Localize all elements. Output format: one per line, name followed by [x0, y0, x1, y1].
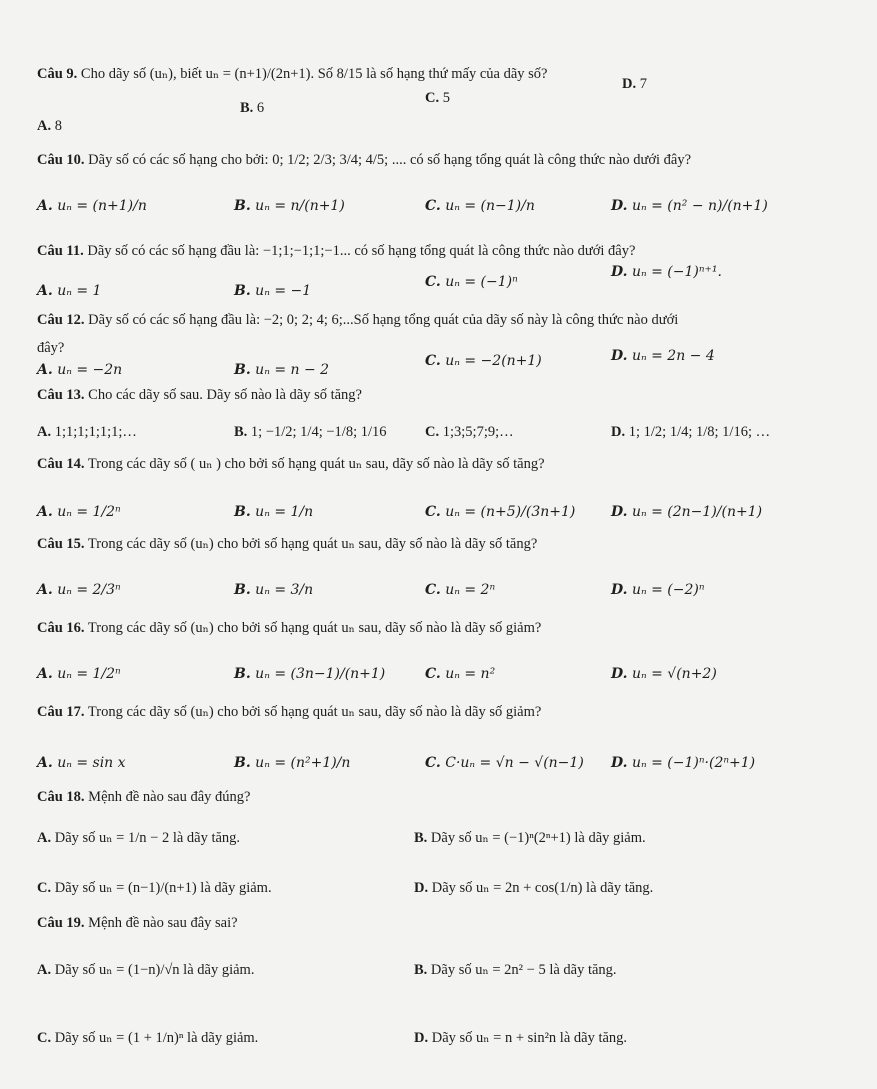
option-text: uₙ = n² — [445, 666, 496, 682]
question-label: Câu 13. — [37, 387, 85, 403]
option-text: uₙ = 1/2ⁿ — [57, 666, 121, 682]
option-9-b — [240, 100, 264, 117]
option-11-b — [234, 283, 311, 299]
option-18-b — [414, 830, 646, 847]
option-text: 1; 1/2; 1/4; 1/8; 1/16; … — [628, 424, 771, 440]
option-text: 1; −1/2; 1/4; −1/8; 1/16 — [250, 424, 387, 440]
question-15 — [37, 536, 537, 553]
option-label: A. — [37, 666, 53, 682]
option-label: C. — [425, 666, 441, 682]
option-text: uₙ = (3n−1)/(n+1) — [255, 666, 386, 682]
option-text: Dãy số uₙ = (1 + 1/n)ⁿ là dãy giảm. — [54, 1030, 259, 1046]
option-label: C. — [425, 90, 440, 106]
option-19-a — [37, 962, 254, 979]
option-text: uₙ = 1 — [57, 283, 102, 299]
option-text: uₙ = sin x — [57, 755, 126, 771]
option-label: A. — [37, 962, 52, 978]
option-label: A. — [37, 830, 52, 846]
option-label: B. — [234, 283, 251, 299]
option-text: uₙ = (−2)ⁿ — [631, 582, 705, 598]
option-text: Dãy số uₙ = (n−1)/(n+1) là dãy giảm. — [54, 880, 272, 896]
option-16-d — [611, 666, 717, 682]
option-text: uₙ = (n² − n)/(n+1) — [631, 198, 768, 214]
option-label: B. — [414, 830, 428, 846]
question-text: Mệnh đề nào sau đây sai? — [88, 915, 238, 931]
option-text: uₙ = (2n−1)/(n+1) — [631, 504, 763, 520]
option-9-d — [622, 76, 647, 93]
question-label: Câu 18. — [37, 789, 85, 805]
question-text: Dãy số có các số hạng cho bởi: 0; 1/2; 2/3; 3/4; 4/5; .... có số hạng tổng quát là công thức nào dưới đây? — [88, 152, 692, 168]
option-11-d — [611, 264, 722, 280]
option-13-b — [234, 424, 387, 441]
question-text: Mệnh đề nào sau đây đúng? — [88, 789, 251, 805]
option-text: uₙ = 1/n — [255, 504, 314, 520]
question-16 — [37, 620, 541, 637]
option-text: 5 — [442, 90, 450, 106]
option-label: A. — [37, 362, 53, 378]
option-label: B. — [234, 362, 251, 378]
option-17-a — [37, 755, 126, 771]
option-label: B. — [234, 424, 248, 440]
option-label: C. — [425, 504, 441, 520]
option-18-d — [414, 880, 653, 897]
option-text: uₙ = 2/3ⁿ — [57, 582, 121, 598]
option-17-d — [611, 755, 755, 771]
question-18 — [37, 789, 250, 806]
option-text: uₙ = (n+5)/(3n+1) — [445, 504, 576, 520]
option-19-c — [37, 1030, 258, 1047]
option-text: Dãy số uₙ = 2n + cos(1/n) là dãy tăng. — [431, 880, 654, 896]
option-label: C. — [37, 1030, 52, 1046]
option-17-b — [234, 755, 350, 771]
option-label: D. — [414, 1030, 429, 1046]
question-label: Câu 15. — [37, 536, 85, 552]
option-label: B. — [234, 582, 251, 598]
option-label: B. — [234, 504, 251, 520]
question-text: Cho các dãy số sau. Dãy số nào là dãy số tăng? — [88, 387, 362, 403]
option-label: D. — [611, 424, 626, 440]
option-18-c — [37, 880, 272, 897]
option-text: Dãy số uₙ = 2n² − 5 là dãy tăng. — [430, 962, 617, 978]
question-text: Trong các dãy số (uₙ) cho bởi số hạng quát uₙ sau, dãy số nào là dãy số giảm? — [87, 620, 542, 636]
option-label: A. — [37, 118, 52, 134]
question-text-cont: đây? — [37, 340, 65, 356]
option-text: uₙ = (−1)ⁿ·(2ⁿ+1) — [631, 755, 756, 771]
option-16-a — [37, 666, 121, 682]
option-label: A. — [37, 283, 53, 299]
option-12-b — [234, 362, 329, 378]
question-label: Câu 14. — [37, 456, 85, 472]
option-11-a — [37, 283, 101, 299]
option-label: A. — [37, 424, 52, 440]
option-16-b — [234, 666, 385, 682]
question-label: Câu 17. — [37, 704, 85, 720]
option-13-a — [37, 424, 137, 441]
option-14-d — [611, 504, 762, 520]
option-11-c — [425, 274, 518, 290]
option-19-b — [414, 962, 617, 979]
question-label: Câu 19. — [37, 915, 85, 931]
option-text: uₙ = n/(n+1) — [255, 198, 345, 214]
question-text: Trong các dãy số (uₙ) cho bởi số hạng quát uₙ sau, dãy số nào là dãy số giảm? — [87, 704, 542, 720]
option-label: D. — [611, 264, 628, 280]
question-label: Câu 12. — [37, 312, 85, 328]
option-label: B. — [414, 962, 428, 978]
option-label: D. — [611, 666, 628, 682]
question-19 — [37, 915, 238, 932]
question-label: Câu 9. — [37, 66, 78, 82]
option-label: B. — [234, 755, 251, 771]
option-text: uₙ = −2(n+1) — [445, 353, 542, 369]
option-12-d — [611, 348, 715, 364]
option-9-a — [37, 118, 62, 135]
question-11 — [37, 243, 635, 260]
option-label: D. — [611, 582, 628, 598]
question-label: Câu 10. — [37, 152, 85, 168]
option-text: uₙ = n − 2 — [255, 362, 330, 378]
option-text: 1;1;1;1;1;1;… — [54, 424, 137, 440]
option-16-c — [425, 666, 495, 682]
option-text: C·uₙ = √n − √(n−1) — [445, 755, 584, 771]
option-text: Dãy số uₙ = (−1)ⁿ(2ⁿ+1) là dãy giảm. — [430, 830, 646, 846]
option-label: B. — [240, 100, 254, 116]
option-9-c — [425, 90, 450, 107]
option-text: Dãy số uₙ = 1/n − 2 là dãy tăng. — [54, 830, 241, 846]
option-15-c — [425, 582, 495, 598]
option-text: uₙ = (n+1)/n — [57, 198, 147, 214]
option-14-c — [425, 504, 575, 520]
question-label: Câu 11. — [37, 243, 84, 259]
question-14 — [37, 456, 545, 473]
option-label: C. — [425, 582, 441, 598]
option-text: Dãy số uₙ = (1−n)/√n là dãy giảm. — [54, 962, 255, 978]
question-9 — [37, 66, 548, 83]
option-text: 8 — [54, 118, 62, 134]
option-14-b — [234, 504, 313, 520]
question-text: Dãy số có các số hạng đầu là: −2; 0; 2; 4; 6;...Số hạng tổng quát của dãy số này là công thức nào dưới — [88, 312, 679, 328]
option-text: uₙ = 2ⁿ — [445, 582, 496, 598]
question-text: Cho dãy số (uₙ), biết uₙ = (n+1)/(2n+1). Số 8/15 là số hạng thứ mấy của dãy số? — [80, 66, 548, 82]
option-label: D. — [611, 198, 628, 214]
question-13 — [37, 387, 362, 404]
option-label: A. — [37, 755, 53, 771]
option-label: D. — [414, 880, 429, 896]
option-label: C. — [425, 198, 441, 214]
option-15-d — [611, 582, 705, 598]
option-12-a — [37, 362, 122, 378]
question-12-cont — [37, 340, 64, 357]
option-13-d — [611, 424, 770, 441]
option-label: B. — [234, 666, 251, 682]
option-text: uₙ = (−1)ⁿ — [445, 274, 518, 290]
option-label: A. — [37, 504, 53, 520]
option-14-a — [37, 504, 121, 520]
option-label: C. — [425, 274, 441, 290]
option-label: C. — [37, 880, 52, 896]
option-17-c — [425, 755, 584, 771]
option-19-d — [414, 1030, 627, 1047]
option-label: C. — [425, 424, 440, 440]
question-text: Trong các dãy số (uₙ) cho bởi số hạng quát uₙ sau, dãy số nào là dãy số tăng? — [87, 536, 538, 552]
option-label: B. — [234, 198, 251, 214]
question-17 — [37, 704, 541, 721]
option-18-a — [37, 830, 240, 847]
question-text: Trong các dãy số ( uₙ ) cho bởi số hạng quát uₙ sau, dãy số nào là dãy số tăng? — [87, 456, 545, 472]
question-label: Câu 16. — [37, 620, 85, 636]
option-15-a — [37, 582, 121, 598]
question-10 — [37, 152, 691, 169]
option-10-b — [234, 198, 345, 214]
option-text: uₙ = (−1)ⁿ⁺¹. — [631, 264, 722, 280]
option-10-d — [611, 198, 768, 214]
option-text: 7 — [639, 76, 647, 92]
option-label: A. — [37, 582, 53, 598]
option-label: C. — [425, 353, 441, 369]
option-10-c — [425, 198, 535, 214]
option-label: D. — [622, 76, 637, 92]
option-text: 1;3;5;7;9;… — [442, 424, 514, 440]
option-label: D. — [611, 755, 628, 771]
option-text: uₙ = −1 — [255, 283, 312, 299]
option-text: 6 — [256, 100, 265, 116]
option-text: uₙ = 3/n — [255, 582, 314, 598]
option-label: A. — [37, 198, 53, 214]
question-text: Dãy số có các số hạng đầu là: −1;1;−1;1;−1... có số hạng tổng quát là công thức nào dưới đây? — [87, 243, 636, 259]
option-label: D. — [611, 348, 628, 364]
option-text: uₙ = (n²+1)/n — [255, 755, 351, 771]
option-text: uₙ = 2n − 4 — [631, 348, 715, 364]
option-text: uₙ = −2n — [57, 362, 123, 378]
option-text: Dãy số uₙ = n + sin²n là dãy tăng. — [431, 1030, 628, 1046]
option-12-c — [425, 353, 542, 369]
option-text: uₙ = (n−1)/n — [445, 198, 535, 214]
option-label: C. — [425, 755, 441, 771]
option-15-b — [234, 582, 313, 598]
option-label: D. — [611, 504, 628, 520]
option-text: uₙ = √(n+2) — [631, 666, 717, 682]
question-12 — [37, 312, 678, 329]
option-10-a — [37, 198, 147, 214]
option-text: uₙ = 1/2ⁿ — [57, 504, 121, 520]
option-13-c — [425, 424, 514, 441]
